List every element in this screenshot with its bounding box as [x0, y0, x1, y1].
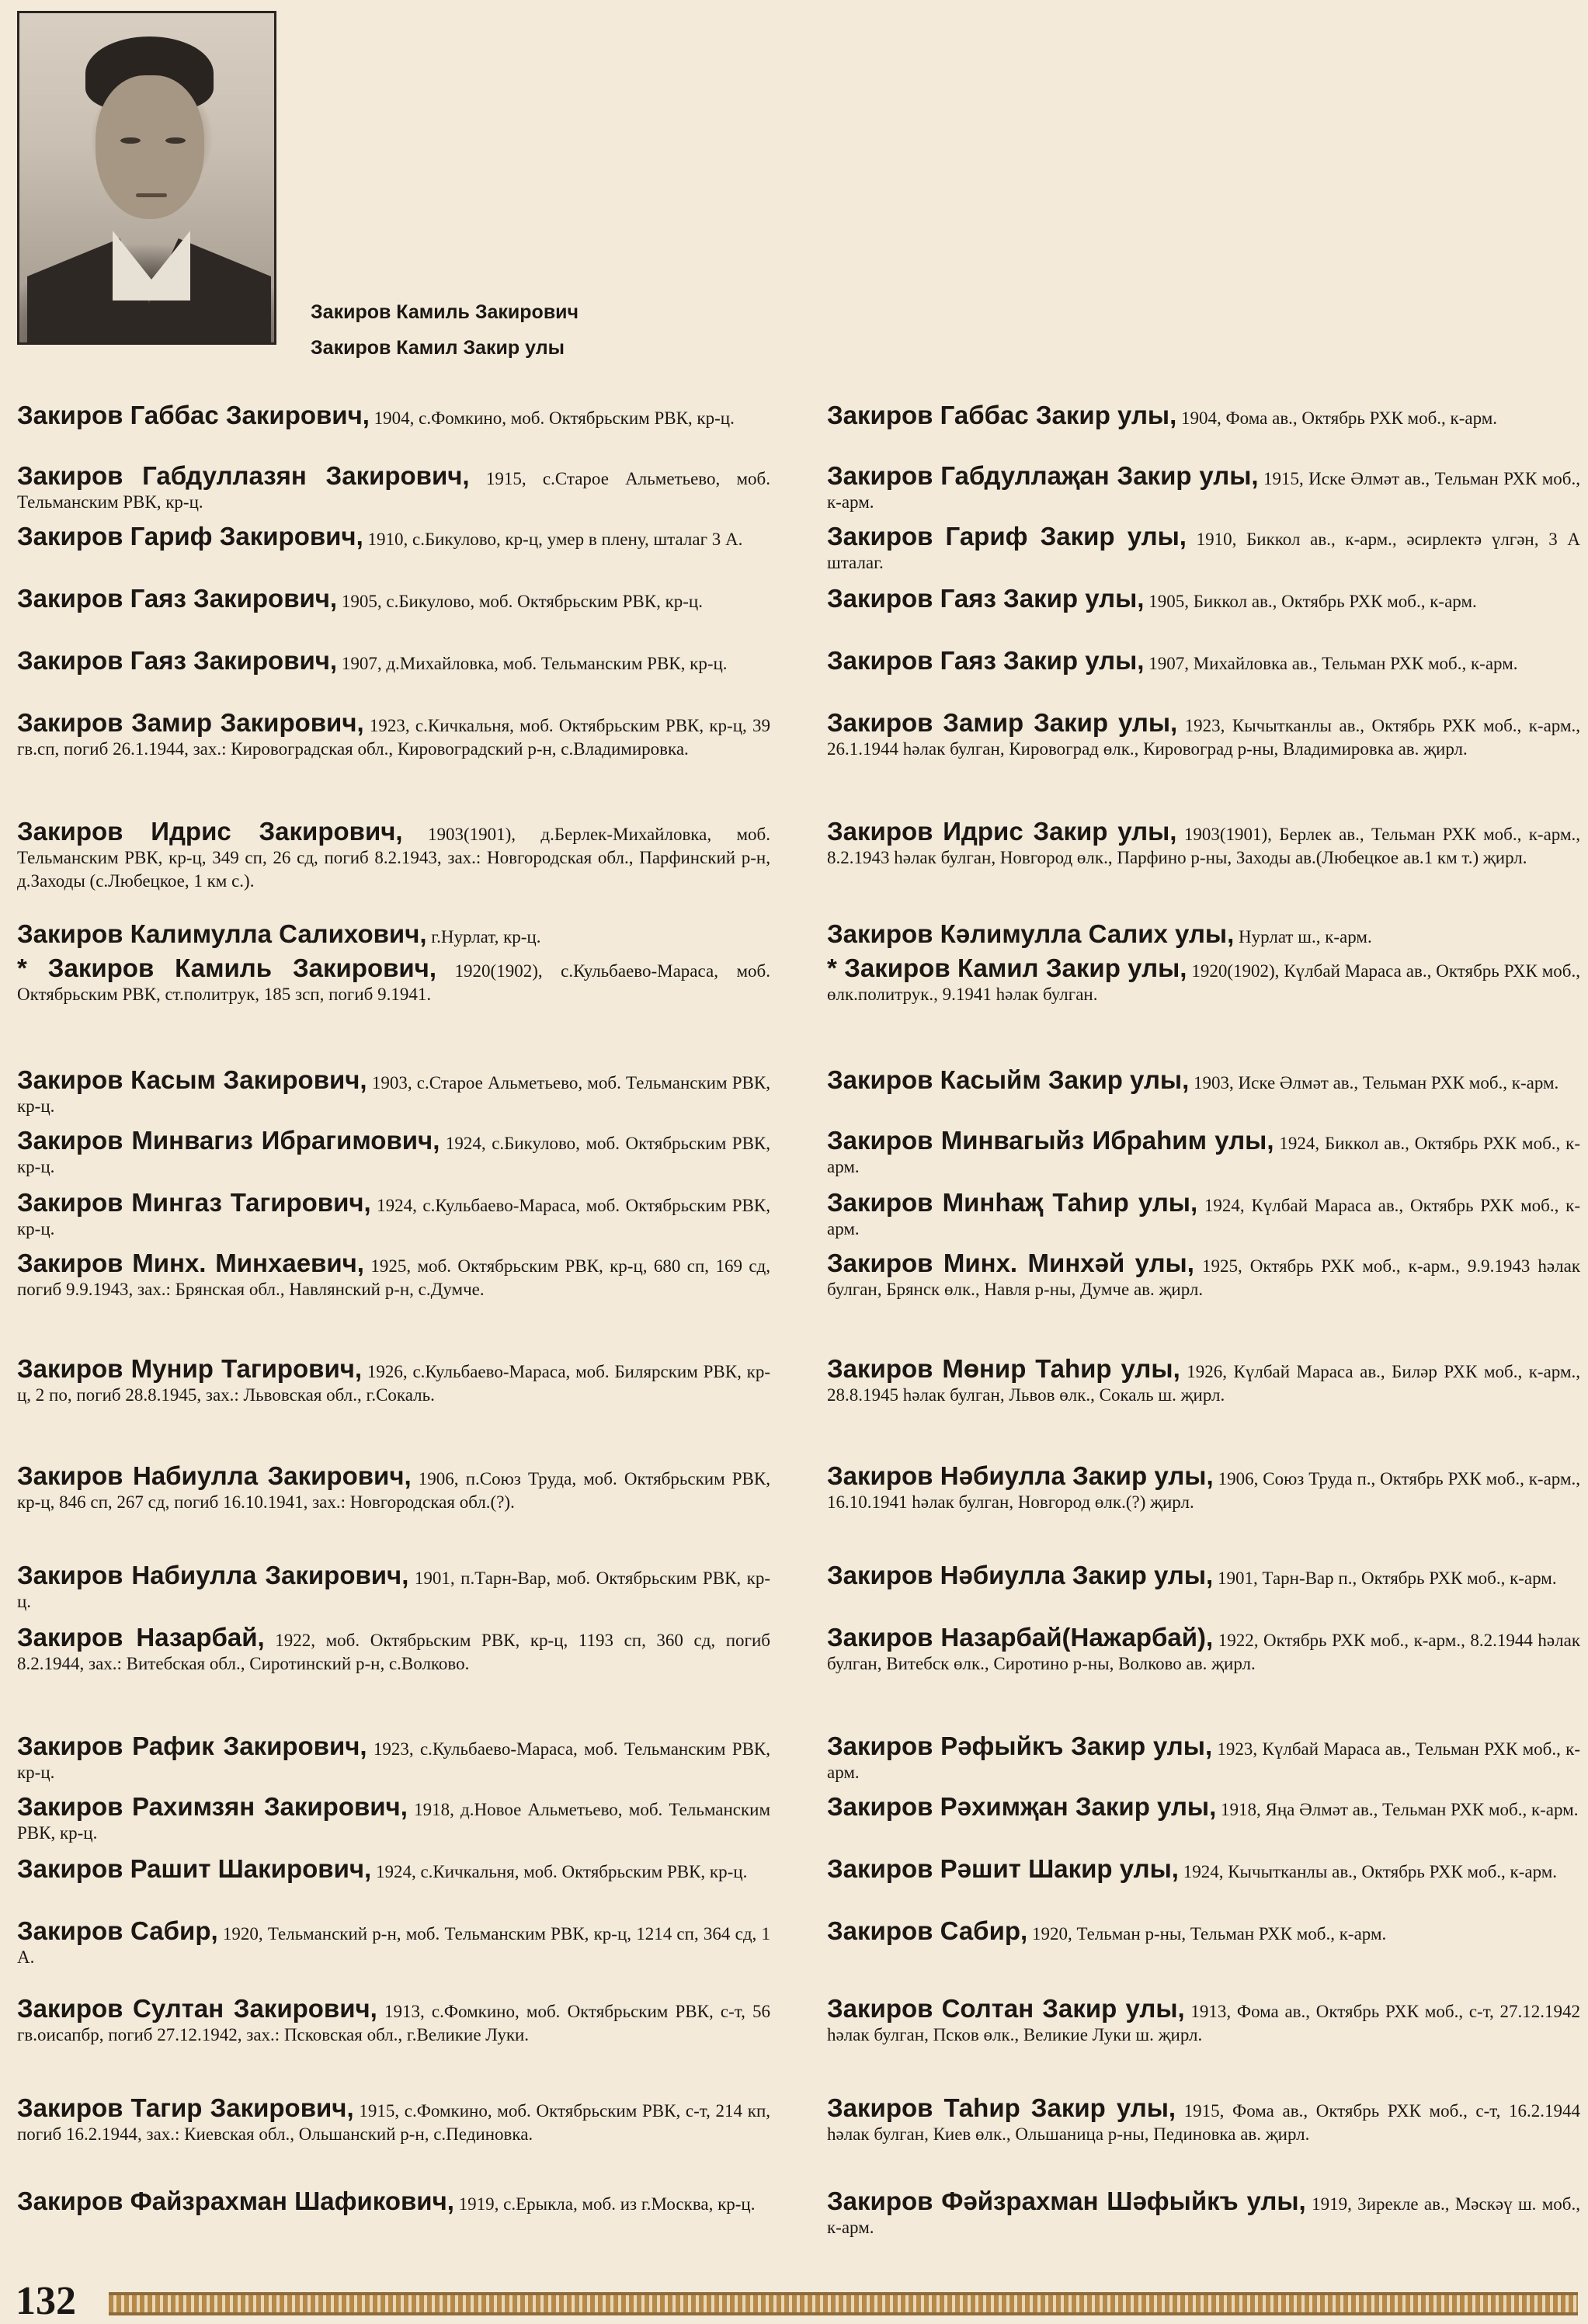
- left-entry: [17, 954, 770, 1006]
- person-name: Закиров Набиулла Закирович,: [17, 1461, 412, 1490]
- portrait-caption-ru: Закиров Камиль Закирович: [311, 301, 579, 323]
- person-name: Закиров Гариф Закир улы,: [827, 522, 1187, 551]
- left-entry: [17, 1065, 770, 1118]
- person-details: 1924, Күлбай Мараса ав., Октябрь РХК моб., к-арм.: [827, 1196, 1580, 1238]
- person-details: 1905, с.Бикулово, моб. Октябрьским РВК, кр-ц.: [337, 592, 703, 611]
- person-name: Закиров Камил Закир улы,: [844, 954, 1187, 982]
- right-entry: [827, 1188, 1580, 1241]
- person-details: 1913, Фома ав., Октябрь РХК моб., с-т, 27.12.1942 һәлак булган, Псков өлк., Великие Луки ш. җирл.: [827, 2002, 1581, 2044]
- person-name: Закиров Гаяз Закир улы,: [827, 584, 1145, 613]
- person-details: 1903, Иске Әлмәт ав., Тельман РХК моб., к-арм.: [1189, 1073, 1559, 1093]
- person-details: 1913, с.Фомкино, моб. Октябрьским РВК, с-т, 56 гв.оисапбр, погиб 27.12.1942, зах.: Псковская обл., г.Великие Луки.: [17, 2002, 770, 2044]
- person-details: 1920(1902), с.Кульбаево-Мараса, моб. Октябрьским РВК, ст.политрук, 185 зсп, погиб 9.1941.: [17, 961, 770, 1004]
- person-details: 1910, Биккол ав., к-арм., әсирлектә үлгән, 3 А шталаг.: [827, 530, 1580, 572]
- right-entry: [827, 817, 1580, 870]
- right-entry: [827, 919, 1580, 949]
- person-details: 1924, Кычытканлы ав., Октябрь РХК моб., к-арм.: [1178, 1862, 1558, 1881]
- right-entry: [827, 1354, 1581, 1407]
- person-name: Закиров Нәбиулла Закир улы,: [827, 1461, 1214, 1490]
- left-entry: [17, 919, 770, 949]
- person-details: 1924, с.Бикулово, моб. Октябрьским РВК, кр-ц.: [17, 1134, 771, 1176]
- person-details: 1918, д.Новое Альметьево, моб. Тельманским РВК, кр-ц.: [17, 1800, 770, 1843]
- person-name: Закиров Габдуллазян Закирович,: [17, 461, 470, 490]
- person-name: Закиров Рахимзян Закирович,: [17, 1792, 408, 1821]
- right-entry: [827, 584, 1580, 613]
- person-details: 1923, с.Кичкальня, моб. Октябрьским РВК, кр-ц, 39 гв.сп, погиб 26.1.1944, зах.: Кировоградская обл., Кировоградский р-н, с.Владимировка.: [17, 716, 770, 759]
- asterisk-mark: *: [17, 954, 48, 982]
- left-entry: [17, 1249, 771, 1301]
- left-entry: [17, 817, 770, 893]
- person-name: Закиров Минвагиз Ибрагимович,: [17, 1126, 440, 1155]
- person-name: Закиров Минһаҗ Таһир улы,: [827, 1188, 1198, 1217]
- right-entry: [827, 646, 1580, 676]
- person-details: 1919, с.Ерыкла, моб. из г.Москва, кр-ц.: [453, 2194, 756, 2214]
- person-details: 1915, Иске Әлмәт ав., Тельман РХК моб., к-арм.: [827, 469, 1580, 512]
- left-entry: [17, 522, 770, 551]
- person-name: Закиров Файзрахман Шафикович,: [17, 2187, 454, 2215]
- person-name: Закиров Рәфыйкъ Закир улы,: [827, 1732, 1213, 1760]
- person-name: Закиров Касыйм Закир улы,: [827, 1065, 1190, 1094]
- person-details: 1924, с.Кичкальня, моб. Октябрьским РВК, кр-ц.: [371, 1862, 748, 1881]
- portrait-caption-tt: Закиров Камил Закир улы: [311, 337, 565, 359]
- person-details: 1903, с.Старое Альметьево, моб. Тельманским РВК, кр-ц.: [17, 1073, 770, 1116]
- person-details: 1905, Биккол ав., Октябрь РХК моб., к-арм.: [1144, 592, 1477, 611]
- person-details: 1915, Фома ав., Октябрь РХК моб., с-т, 16.2.1944 һәлак булган, Киев өлк., Ольшаница р-ны, Пединовка ав. җирл.: [827, 2101, 1580, 2144]
- left-entry: [17, 584, 770, 613]
- person-name: Закиров Таһир Закир улы,: [827, 2093, 1176, 2122]
- person-name: Закиров Замир Закир улы,: [827, 708, 1178, 737]
- person-name: Закиров Кәлимулла Салих улы,: [827, 919, 1235, 948]
- person-details: 1907, д.Михайловка, моб. Тельманским РВК, кр-ц.: [337, 654, 728, 673]
- person-details: 1920(1902), Күлбай Мараса ав., Октябрь РХК моб., өлк.политрук., 9.1941 һәлак булган.: [827, 961, 1580, 1004]
- person-name: Закиров Минвагыйз Ибраһим улы,: [827, 1126, 1274, 1155]
- person-details: 1923, Күлбай Мараса ав., Тельман РХК моб., к-арм.: [827, 1739, 1581, 1782]
- person-details: 1926, с.Кульбаево-Мараса, моб. Билярским РВК, кр-ц, 2 по, погиб 28.8.1945, зах.: Львовская обл., г.Сокаль.: [17, 1362, 770, 1405]
- person-details: 1926, Күлбай Мараса ав., Биләр РХК моб., к-арм., 28.8.1945 һәлак булган, Львов өлк., Сокаль ш. җирл.: [827, 1362, 1581, 1405]
- person-name: Закиров Султан Закирович,: [17, 1994, 377, 2023]
- person-details: 1922, моб. Октябрьским РВК, кр-ц, 1193 сп, 360 сд, погиб 8.2.1944, зах.: Витебская обл., Сиротинский р-н, с.Волково.: [17, 1631, 771, 1673]
- person-details: 1915, с.Старое Альметьево, моб. Тельманским РВК, кр-ц.: [17, 469, 771, 512]
- person-name: Закиров Нәбиулла Закир улы,: [827, 1561, 1214, 1589]
- person-details: 1922, Октябрь РХК моб., к-арм., 8.2.1944 һәлак булган, Витебск өлк., Сиротино р-ны, Волково ав. җирл.: [827, 1631, 1581, 1673]
- person-name: Закиров Гаяз Закирович,: [17, 646, 338, 675]
- person-details: 1918, Яңа Әлмәт ав., Тельман РХК моб., к-арм.: [1216, 1800, 1579, 1819]
- right-entry: [827, 1916, 1580, 1946]
- portrait-photo: [17, 11, 276, 345]
- person-details: 1924, Биккол ав., Октябрь РХК моб., к-арм.: [827, 1134, 1580, 1176]
- left-entry: [17, 1854, 770, 1884]
- person-name: Закиров Назарбай,: [17, 1623, 265, 1652]
- person-name: Закиров Сабир,: [17, 1916, 218, 1945]
- person-details: 1903(1901), д.Берлек-Михайловка, моб. Тельманским РВК, кр-ц, 349 сп, 26 сд, погиб 8.2.1943, зах.: Новгородская обл., Парфинский р-н, д.Заходы (с.Любецкое, 1 км с.).: [17, 825, 770, 891]
- person-details: 1919, Зирекле ав., Мәскәү ш. моб., к-арм.: [827, 2194, 1581, 2237]
- person-name: Закиров Габдуллаҗан Закир улы,: [827, 461, 1259, 490]
- right-entry: [827, 401, 1580, 430]
- person-details: 1925, моб. Октябрьским РВК, кр-ц, 680 сп, 169 сд, погиб 9.9.1943, зах.: Брянская обл., Навлянский р-н, с.Думче.: [17, 1256, 771, 1299]
- left-entry: [17, 401, 770, 430]
- right-entry: [827, 954, 1580, 1006]
- person-details: 1923, с.Кульбаево-Мараса, моб. Тельманским РВК, кр-ц.: [17, 1739, 771, 1782]
- person-name: Закиров Рәхимҗан Закир улы,: [827, 1792, 1217, 1821]
- person-details: 1906, Союз Труда п., Октябрь РХК моб., к-арм., 16.10.1941 һәлак булган, Новгород өлк.(?) җирл.: [827, 1469, 1580, 1512]
- person-details: 1907, Михайловка ав., Тельман РХК моб., к-арм.: [1144, 654, 1518, 673]
- right-entry: [827, 461, 1580, 514]
- person-name: Закиров Мингаз Тагирович,: [17, 1188, 371, 1217]
- person-details: 1903(1901), Берлек ав., Тельман РХК моб., к-арм., 8.2.1943 һәлак булган, Новгород өлк., Парфино р-ны, Заходы ав.(Любецкое ав.1 км т.) җирл.: [827, 825, 1580, 867]
- right-entry: [827, 1126, 1580, 1179]
- person-details: 1904, с.Фомкино, моб. Октябрьским РВК, кр-ц.: [369, 408, 735, 428]
- left-entry: [17, 1188, 770, 1241]
- person-name: Закиров Калимулла Салихович,: [17, 919, 427, 948]
- person-name: Закиров Солтан Закир улы,: [827, 1994, 1185, 2023]
- person-name: Закиров Минх. Минхаевич,: [17, 1249, 364, 1277]
- person-name: Закиров Гаяз Закир улы,: [827, 646, 1145, 675]
- person-details: 1901, Тарн-Вар п., Октябрь РХК моб., к-арм.: [1213, 1568, 1557, 1588]
- person-details: 1920, Тельман р-ны, Тельман РХК моб., к-арм.: [1027, 1924, 1387, 1944]
- person-name: Закиров Сабир,: [827, 1916, 1028, 1945]
- person-details: 1910, с.Бикулово, кр-ц, умер в плену, шталаг 3 А.: [363, 530, 743, 549]
- right-entry: [827, 1461, 1580, 1514]
- person-details: 1923, Кычытканлы ав., Октябрь РХК моб., к-арм., 26.1.1944 һәлак булган, Кировоград өлк., Кировоград р-ны, Владимировка ав. җирл.: [827, 716, 1581, 759]
- left-entry: [17, 1732, 771, 1784]
- person-name: Закиров Фәйзрахман Шәфыйкъ улы,: [827, 2187, 1306, 2215]
- person-details: 1906, п.Союз Труда, моб. Октябрьским РВК, кр-ц, 846 сп, 267 сд, погиб 16.10.1941, зах.: Новгородская обл.(?).: [17, 1469, 770, 1512]
- person-name: Закиров Минх. Минхәй улы,: [827, 1249, 1194, 1277]
- person-details: 1925, Октябрь РХК моб., к-арм., 9.9.1943 һәлак булган, Брянск өлк., Навля р-ны, Думче ав. җирл.: [827, 1256, 1581, 1299]
- person-name: Закиров Габбас Закирович,: [17, 401, 370, 429]
- left-entry: [17, 1792, 770, 1845]
- right-entry: [827, 522, 1580, 575]
- person-details: г.Нурлат, кр-ц.: [426, 927, 541, 947]
- person-details: 1904, Фома ав., Октябрь РХК моб., к-арм.: [1176, 408, 1498, 428]
- person-name: Закиров Гариф Закирович,: [17, 522, 363, 551]
- right-entry: [827, 2187, 1581, 2239]
- person-name: Закиров Касым Закирович,: [17, 1065, 367, 1094]
- person-name: Закиров Идрис Закир улы,: [827, 817, 1177, 846]
- left-entry: [17, 1126, 771, 1179]
- person-name: Закиров Мөнир Таһир улы,: [827, 1354, 1180, 1383]
- left-entry: [17, 1461, 770, 1514]
- person-details: 1915, с.Фомкино, моб. Октябрьским РВК, с-т, 214 кп, погиб 16.2.1944, зах.: Киевская обл., Ольшанский р-н, с.Пединовка.: [17, 2101, 770, 2144]
- right-entry: [827, 1065, 1580, 1095]
- person-name: Закиров Набиулла Закирович,: [17, 1561, 409, 1589]
- right-entry: [827, 1623, 1581, 1676]
- person-name: Закиров Рашит Шакирович,: [17, 1854, 372, 1883]
- right-entry: [827, 1732, 1581, 1784]
- person-name: Закиров Рәшит Шакир улы,: [827, 1854, 1179, 1883]
- right-entry: [827, 1561, 1580, 1590]
- person-name: Закиров Рафик Закирович,: [17, 1732, 367, 1760]
- left-entry: [17, 1561, 770, 1614]
- person-name: Закиров Идрис Закирович,: [17, 817, 403, 846]
- page-number: 132: [16, 2279, 76, 2323]
- ornament-border: [109, 2292, 1578, 2315]
- left-entry: [17, 1994, 770, 2047]
- right-entry: [827, 1854, 1580, 1884]
- person-name: Закиров Тагир Закирович,: [17, 2093, 354, 2122]
- person-name: Закиров Гаяз Закирович,: [17, 584, 338, 613]
- person-details: 1920, Тельманский р-н, моб. Тельманским РВК, кр-ц, 1214 сп, 364 сд, 1 А.: [17, 1924, 770, 1967]
- person-details: Нурлат ш., к-арм.: [1234, 927, 1372, 947]
- person-details: 1901, п.Тарн-Вар, моб. Октябрьским РВК, кр-ц.: [17, 1568, 770, 1611]
- right-entry: [827, 1994, 1581, 2047]
- left-entry: [17, 461, 771, 514]
- person-name: Закиров Мунир Тагирович,: [17, 1354, 363, 1383]
- left-entry: [17, 2093, 770, 2146]
- left-entry: [17, 708, 770, 761]
- left-entry: [17, 1623, 771, 1676]
- right-entry: [827, 1792, 1580, 1822]
- left-entry: [17, 2187, 770, 2216]
- person-name: Закиров Назарбай(Нажарбай),: [827, 1623, 1214, 1652]
- right-entry: [827, 708, 1581, 761]
- left-entry: [17, 1916, 770, 1969]
- person-name: Закиров Камиль Закирович,: [47, 954, 437, 982]
- asterisk-mark: *: [827, 954, 845, 982]
- person-name: Закиров Габбас Закир улы,: [827, 401, 1177, 429]
- right-entry: [827, 1249, 1581, 1301]
- right-entry: [827, 2093, 1580, 2146]
- person-details: 1924, с.Кульбаево-Мараса, моб. Октябрьским РВК, кр-ц.: [17, 1196, 770, 1238]
- person-name: Закиров Замир Закирович,: [17, 708, 364, 737]
- left-entry: [17, 646, 770, 676]
- left-entry: [17, 1354, 770, 1407]
